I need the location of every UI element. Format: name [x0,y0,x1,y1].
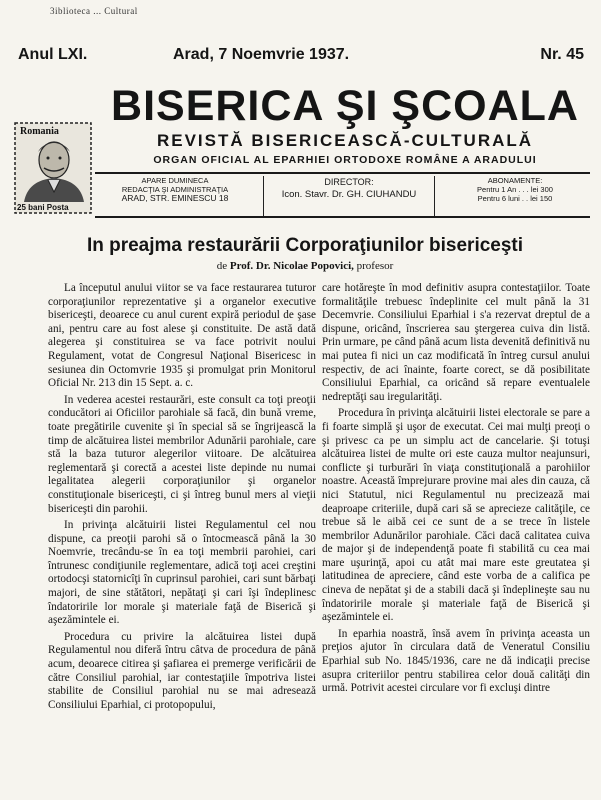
article-column-right [322,282,590,696]
paragraph: Procedura cu privire la alcătuirea listei după Regulamentul nou diferă întru câtva de procedura de până acum, deoarece citirea şi şafiarea ei premerge verificării de către Consiliul parohial, iar contestaţiile împotriva listei stabilite de Consiliul parohial nu se mai adresează Consiliului Eparhial, ci protopopului, [48,630,316,711]
newspaper-subtitle: REVISTĂ BISERICEASCĂ-CULTURALĂ [156,131,534,150]
year-label: Anul LXI. [18,46,88,63]
issue-number: Nr. 45 [540,46,584,63]
editorial-address: ARAD, STR. EMINESCU 18 [121,193,229,203]
paragraph: La începutul anului viitor se va face restaurarea tuturor corporaţiunilor reprezentative şi a organelor executive bisericeşti, deoarece cu anul curent expiră periodul de şase ani, pentru care au fost alese şi constituite. De astă dată alegerea şi constituirea se va face potrivit noului Regulament, votat de Congresul Naţional Bisericesc in sesiunea din Octomvrie 1935 şi promulgat prin Monitorul Oficial Nr. 213 din 15 Sept. a. c. [48,282,316,390]
subscription-info [441,176,589,214]
director-name: Icon. Stavr. Dr. GH. CIUHANDU [281,189,417,200]
stamp-country: Romania [20,126,59,137]
portrait-drawing [14,122,92,214]
issue-header [18,46,584,68]
byline-prefix: de [216,260,228,272]
paragraph: care hotăreşte în mod definitiv asupra contestaţiilor. Toate formalităţile trebuesc îndeplinite cel mult până la 31 Decemvrie. Consiliului Eparhial i s'a rezervat dreptul de a dispune, oricând, înscrierea sau ştergerea cuiva din listă. Prin urmare, pe când până acum lista devenită definitivă nu mai putea fi nici un caz modificată în întreg cursul anului respectiv, de aci înainte, foarte corect, se dă posibilitate Consiliului Eparhial, ca oricând să repare eventualele nedreptăţi sau iregularităţi. [322,282,590,403]
paragraph: In privinţa alcătuirii listei Regulamentul cel nou dispune, ca preoţii parohi să o întocmească până la 30 Noemvrie, trecându-se în ea toţi membrii parohiei, cari întrunesc condiţiunile reglementare, adică toţi acei creştini ortodocşi statornicîţi în cuprinsul parohiei, cari sunt bărbaţi majori, de sine stătători, nepătaţi şi cari îşi îndeplinesc îndatoririle lor morale şi materiale faţă de Biserică şi aşezămintele ei. [48,519,316,627]
article-title: In preajma restaurării Corporaţiunilor bisericeşti [86,235,524,256]
subscription-label: ABONAMENTE: [487,176,543,185]
author-role: profesor [356,260,394,272]
paragraph: In vederea acestei restaurări, este consult ca toţi preoţii conducători ai Oficiilor parohiale să facă, din bună vreme, toate pregătirile cuvenite şi în special să se îngrijească la timp de alcătuirea listei membrilor Adunării parohiale, care stă la baza tuturor alegerilor viitoare. De alcătuirea reglementară şi corectă a acestei liste depinde nu numai legalitatea alegerii corporaţiunilor şi organelor constituţionale bisericeşti, ci şi întreg bunul mers al vieţii bisericeşti din parohii. [48,393,316,515]
newspaper-title: BISERICA ŞI ŞCOALA [111,82,579,130]
date-label: Arad, 7 Noemvrie 1937. [173,46,350,63]
masthead-rule-bottom [95,216,590,218]
editorial-info [95,176,255,214]
director-info [263,176,435,216]
director-label: DIRECTOR: [324,177,374,187]
stamp-value: 25 bani Posta [17,203,69,212]
postage-stamp-image [14,122,92,214]
subscription-half-year: Pentru 6 luni . . lei 150 [477,194,553,203]
article-column-left [48,282,316,712]
newspaper-organ-line: ORGAN OFICIAL AL EPARHIEI ORTODOXE ROMÂNE A ARADULUI [153,154,537,166]
editorial-office-label: REDACŢIA ŞI ADMINISTRAŢIA [121,185,229,194]
subscription-year: Pentru 1 An . . . lei 300 [477,185,553,194]
paragraph: Procedura în privinţa alcătuirii listei electorale se pare a fi foarte simplă şi uşor de executat. Cei mai mulţi preoţi o şi privesc ca pe un simplu act de cancelarie. Şi totuşi alcătuirea listei de multe ori este cauza multor neajunsuri, conflicte şi turburări în viaţa constituţională a parohiilor noastre. Această împrejurare provine mai ales din cauza, că nici Statutul, nici Regulamentul nu precizează mai deaproape criteriile, după cari să se aprecieze calităţile, ce trebue să le aibă cei ce sunt de a se trece în listele membrilor Adunărilor parohiale. Căci dacă calitatea cuiva de major şi de independenţă poate fi stabilită cu cea mai mare uşurinţă, apoi cu atât mai mare este greutatea şi latitudinea de apreciere, când este vorba de a califica pe cineva de nepătat şi de a stabili dacă şi îndeplineşte sau nu îndatoririle morale şi materiale faţă de Biserică şi aşezămintele ei. [322,407,590,624]
author-name: Prof. Dr. Nicolae Popovici, [229,260,354,272]
masthead-rule-top [95,172,590,174]
library-stamp: 3iblioteca ... Cultural [50,6,138,16]
masthead-info-row [95,176,590,216]
publication-frequency: APARE DUMINECA [141,176,209,185]
article-byline [20,260,590,272]
paragraph: In eparhia noastră, însă avem în privinţa aceasta un preţios ajutor în circulara dată de Veneratul Consiliu Eparhial sub No. 1845/1936, care ne dă indicaţii precise asupra criteriilor pentru stabilirea celor două calităţi din urmă. Potrivit acestei circulare vor fi excluşi dintre [322,627,590,695]
